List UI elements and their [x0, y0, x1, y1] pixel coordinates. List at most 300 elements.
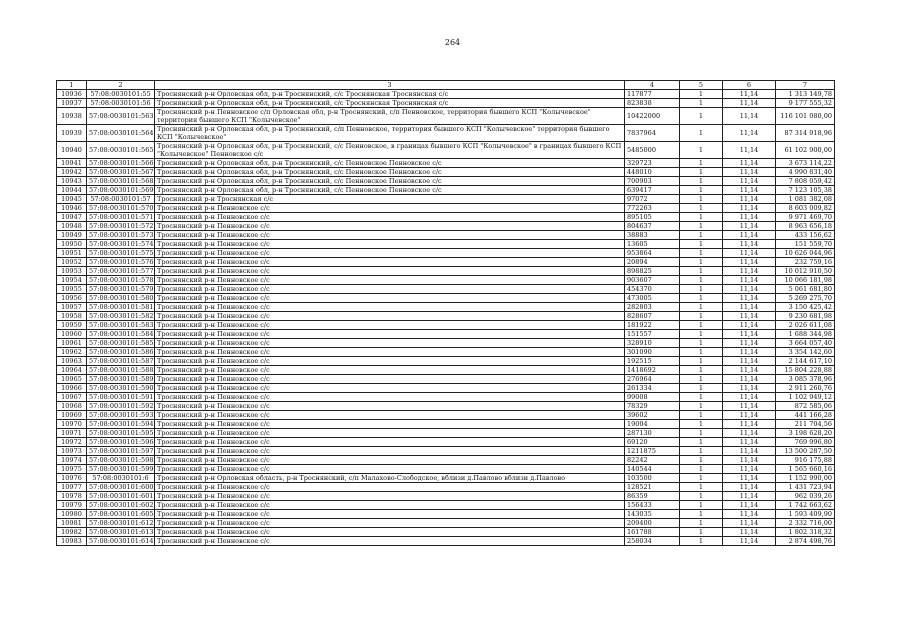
specific-value: 11,14 — [723, 456, 776, 465]
count-value: 1 — [680, 474, 723, 483]
table-row — [57, 99, 835, 108]
cadastral-number: 57:08:0030101:581 — [87, 303, 155, 312]
count-value: 1 — [680, 456, 723, 465]
area-value: 97072 — [625, 195, 680, 204]
location-address: Троснянский р-н Пенновское с/с — [155, 303, 625, 312]
specific-value: 11,14 — [723, 195, 776, 204]
location-address: Троснянский р-н Пенновское с/с — [155, 420, 625, 429]
specific-value: 11,14 — [723, 168, 776, 177]
specific-value: 11,14 — [723, 402, 776, 411]
count-value: 1 — [680, 285, 723, 294]
area-value: 117877 — [625, 90, 680, 99]
table-row — [57, 90, 835, 99]
location-address: Троснянский р-н Пенновское с/с — [155, 321, 625, 330]
count-value: 1 — [680, 258, 723, 267]
location-address: Троснянский р-н Пенновское с/с — [155, 294, 625, 303]
table-row — [57, 285, 835, 294]
cadastral-value: 2 911 260,76 — [776, 384, 835, 393]
specific-value: 11,14 — [723, 294, 776, 303]
area-value: 151557 — [625, 330, 680, 339]
location-address: Троснянский р-н Пенновское с/с — [155, 402, 625, 411]
cadastral-number: 57:08:0030101:612 — [87, 519, 155, 528]
row-number: 10941 — [57, 159, 87, 168]
area-value: 156433 — [625, 501, 680, 510]
count-value: 1 — [680, 465, 723, 474]
cadastral-value: 9 971 469,70 — [776, 213, 835, 222]
count-value: 1 — [680, 438, 723, 447]
table-row — [57, 303, 835, 312]
area-value: 20894 — [625, 258, 680, 267]
row-number: 10974 — [57, 456, 87, 465]
table-row — [57, 159, 835, 168]
count-value: 1 — [680, 204, 723, 213]
specific-value: 11,14 — [723, 492, 776, 501]
cadastral-number: 57:08:0030101:582 — [87, 312, 155, 321]
row-number: 10940 — [57, 142, 87, 159]
specific-value: 11,14 — [723, 528, 776, 537]
column-number: 1 — [57, 81, 87, 90]
specific-value: 11,14 — [723, 258, 776, 267]
location-address: Троснянский р-н Пенновское с/с — [155, 222, 625, 231]
location-address: Троснянский р-н Пенновское с/с — [155, 519, 625, 528]
area-value: 181922 — [625, 321, 680, 330]
specific-value: 11,14 — [723, 330, 776, 339]
count-value: 1 — [680, 420, 723, 429]
column-number: 6 — [723, 81, 776, 90]
specific-value: 11,14 — [723, 501, 776, 510]
cadastral-value: 433 156,62 — [776, 231, 835, 240]
table-row — [57, 108, 835, 125]
cadastral-number: 57:08:0030101:601 — [87, 492, 155, 501]
count-value: 1 — [680, 168, 723, 177]
table-row — [57, 258, 835, 267]
row-number: 10960 — [57, 330, 87, 339]
row-number: 10977 — [57, 483, 87, 492]
row-number: 10981 — [57, 519, 87, 528]
table-row — [57, 501, 835, 510]
row-number: 10958 — [57, 312, 87, 321]
location-address: Троснянский р-н Пенновское с/с — [155, 501, 625, 510]
cadastral-number: 57:08:0030101:594 — [87, 420, 155, 429]
location-address: Троснянский р-н Пенновское с/с — [155, 312, 625, 321]
cadastral-number: 57:08:0030101:576 — [87, 258, 155, 267]
row-number: 10942 — [57, 168, 87, 177]
area-value: 261334 — [625, 384, 680, 393]
cadastral-value: 1 593 409,90 — [776, 510, 835, 519]
location-address: Троснянский р-н Пенновское с/с — [155, 393, 625, 402]
row-number: 10955 — [57, 285, 87, 294]
cadastral-value: 2 332 716,00 — [776, 519, 835, 528]
table-row — [57, 168, 835, 177]
specific-value: 11,14 — [723, 348, 776, 357]
cadastral-value: 1 802 318,32 — [776, 528, 835, 537]
count-value: 1 — [680, 108, 723, 125]
cadastral-number: 57:08:0030101:575 — [87, 249, 155, 258]
count-value: 1 — [680, 231, 723, 240]
area-value: 903607 — [625, 276, 680, 285]
cadastral-number: 57:08:0030101:571 — [87, 213, 155, 222]
row-number: 10973 — [57, 447, 87, 456]
row-number: 10983 — [57, 537, 87, 546]
count-value: 1 — [680, 402, 723, 411]
table-row — [57, 125, 835, 142]
cadastral-value: 7 123 105,38 — [776, 186, 835, 195]
count-value: 1 — [680, 510, 723, 519]
table-row — [57, 321, 835, 330]
cadastral-value: 232 759,16 — [776, 258, 835, 267]
location-address: Троснянский р-н Пенновское с/с — [155, 456, 625, 465]
area-value: 276964 — [625, 375, 680, 384]
cadastral-value: 15 804 228,88 — [776, 366, 835, 375]
row-number: 10976 — [57, 474, 87, 483]
table-row — [57, 384, 835, 393]
count-value: 1 — [680, 303, 723, 312]
table-row — [57, 195, 835, 204]
cadastral-number: 57:08:0030101:579 — [87, 285, 155, 294]
table-row — [57, 510, 835, 519]
table-row — [57, 411, 835, 420]
cadastral-value: 8 963 656,18 — [776, 222, 835, 231]
cadastral-value: 2 874 498,76 — [776, 537, 835, 546]
specific-value: 11,14 — [723, 393, 776, 402]
location-address: Троснянский р-н Пенновское с/с — [155, 438, 625, 447]
row-number: 10950 — [57, 240, 87, 249]
cadastral-number: 57:08:0030101:598 — [87, 456, 155, 465]
page-number: 264 — [444, 38, 461, 47]
count-value: 1 — [680, 357, 723, 366]
location-address: Троснянский р-н Пенновское с/с — [155, 528, 625, 537]
count-value: 1 — [680, 186, 723, 195]
table-row — [57, 276, 835, 285]
location-address: Троснянский р-н Пенновское с/с — [155, 204, 625, 213]
cadastral-number: 57:08:0030101:584 — [87, 330, 155, 339]
count-value: 1 — [680, 240, 723, 249]
row-number: 10944 — [57, 186, 87, 195]
count-value: 1 — [680, 312, 723, 321]
cadastral-number: 57:08:0030101:614 — [87, 537, 155, 546]
cadastral-value: 1 565 660,16 — [776, 465, 835, 474]
table-row — [57, 240, 835, 249]
cadastral-value: 441 166,28 — [776, 411, 835, 420]
specific-value: 11,14 — [723, 159, 776, 168]
area-value: 328910 — [625, 339, 680, 348]
cadastral-number: 57:08:0030101:565 — [87, 142, 155, 159]
row-number: 10937 — [57, 99, 87, 108]
location-address: Троснянский р-н Пенновское с/с — [155, 249, 625, 258]
count-value: 1 — [680, 519, 723, 528]
count-value: 1 — [680, 222, 723, 231]
row-number: 10979 — [57, 501, 87, 510]
cadastral-number: 57:08:0030101:593 — [87, 411, 155, 420]
table-row — [57, 186, 835, 195]
row-number: 10954 — [57, 276, 87, 285]
location-address: Троснянский р-н Пенновское с/с — [155, 357, 625, 366]
cadastral-number: 57:08:0030101:567 — [87, 168, 155, 177]
specific-value: 11,14 — [723, 429, 776, 438]
area-value: 329723 — [625, 159, 680, 168]
area-value: 128521 — [625, 483, 680, 492]
area-value: 1418692 — [625, 366, 680, 375]
row-number: 10964 — [57, 366, 87, 375]
cadastral-value: 13 500 287,50 — [776, 447, 835, 456]
specific-value: 11,14 — [723, 510, 776, 519]
table-row — [57, 267, 835, 276]
table-row — [57, 357, 835, 366]
cadastral-number: 57:08:0030101:605 — [87, 510, 155, 519]
area-value: 69120 — [625, 438, 680, 447]
cadastral-value: 9 177 555,32 — [776, 99, 835, 108]
specific-value: 11,14 — [723, 366, 776, 375]
specific-value: 11,14 — [723, 186, 776, 195]
cadastral-number: 57:08:0030101:6 — [87, 474, 155, 483]
row-number: 10971 — [57, 429, 87, 438]
area-value: 209400 — [625, 519, 680, 528]
area-value: 99008 — [625, 393, 680, 402]
cadastral-number: 57:08:0030101:570 — [87, 204, 155, 213]
specific-value: 11,14 — [723, 420, 776, 429]
row-number: 10961 — [57, 339, 87, 348]
count-value: 1 — [680, 159, 723, 168]
specific-value: 11,14 — [723, 90, 776, 99]
location-address: Троснянский р-н Пенновское с/с — [155, 492, 625, 501]
table-row — [57, 492, 835, 501]
column-number: 3 — [155, 81, 625, 90]
cadastral-number: 57:08:0030101:595 — [87, 429, 155, 438]
area-value: 78329 — [625, 402, 680, 411]
cadastral-number: 57:08:0030101:600 — [87, 483, 155, 492]
cadastral-value: 2 144 617,10 — [776, 357, 835, 366]
area-value: 895105 — [625, 213, 680, 222]
row-number: 10980 — [57, 510, 87, 519]
area-value: 39602 — [625, 411, 680, 420]
specific-value: 11,14 — [723, 303, 776, 312]
specific-value: 11,14 — [723, 285, 776, 294]
area-value: 823838 — [625, 99, 680, 108]
location-address: Троснянский р-н Пенновское с/с — [155, 267, 625, 276]
count-value: 1 — [680, 411, 723, 420]
location-address: Троснянский р-н Троснянская с/с — [155, 195, 625, 204]
cadastral-number: 57:08:0030101:588 — [87, 366, 155, 375]
count-value: 1 — [680, 321, 723, 330]
specific-value: 11,14 — [723, 384, 776, 393]
cadastral-number: 57:08:0030101:55 — [87, 90, 155, 99]
area-value: 473005 — [625, 294, 680, 303]
cadastral-value: 1 081 382,08 — [776, 195, 835, 204]
area-value: 301090 — [625, 348, 680, 357]
count-value: 1 — [680, 142, 723, 159]
cadastral-value: 87 314 918,96 — [776, 125, 835, 142]
row-number: 10939 — [57, 125, 87, 142]
count-value: 1 — [680, 537, 723, 546]
count-value: 1 — [680, 125, 723, 142]
count-value: 1 — [680, 492, 723, 501]
specific-value: 11,14 — [723, 222, 776, 231]
cadastral-number: 57:08:0030101:57 — [87, 195, 155, 204]
row-number: 10963 — [57, 357, 87, 366]
row-number: 10956 — [57, 294, 87, 303]
location-address: Троснянский р-н Пенновское с/с — [155, 411, 625, 420]
table-row — [57, 142, 835, 159]
table-row — [57, 348, 835, 357]
cadastral-number: 57:08:0030101:564 — [87, 125, 155, 142]
cadastral-number: 57:08:0030101:566 — [87, 159, 155, 168]
area-value: 448010 — [625, 168, 680, 177]
specific-value: 11,14 — [723, 204, 776, 213]
cadastral-value: 1 313 149,78 — [776, 90, 835, 99]
table-row — [57, 438, 835, 447]
count-value: 1 — [680, 348, 723, 357]
cadastral-number: 57:08:0030101:597 — [87, 447, 155, 456]
table-row — [57, 231, 835, 240]
cadastral-value: 2 026 611,08 — [776, 321, 835, 330]
count-value: 1 — [680, 429, 723, 438]
table-row — [57, 393, 835, 402]
cadastral-number: 57:08:0030101:596 — [87, 438, 155, 447]
cadastral-value: 5 061 681,80 — [776, 285, 835, 294]
specific-value: 11,14 — [723, 99, 776, 108]
cadastral-value: 1 431 723,94 — [776, 483, 835, 492]
table-row — [57, 456, 835, 465]
row-number: 10936 — [57, 90, 87, 99]
count-value: 1 — [680, 330, 723, 339]
cadastral-value: 3 085 378,96 — [776, 375, 835, 384]
table-row — [57, 402, 835, 411]
cadastral-number: 57:08:0030101:580 — [87, 294, 155, 303]
location-address: Троснянский р-н Пенновское с/с — [155, 537, 625, 546]
location-address: Троснянский р-н Пенновское с/с — [155, 231, 625, 240]
row-number: 10975 — [57, 465, 87, 474]
location-address: Троснянский р-н Пенновское с/с — [155, 429, 625, 438]
column-number: 4 — [625, 81, 680, 90]
table-row — [57, 339, 835, 348]
cadastral-number: 57:08:0030101:563 — [87, 108, 155, 125]
cadastral-number: 57:08:0030101:574 — [87, 240, 155, 249]
area-value: 10422000 — [625, 108, 680, 125]
area-value: 19004 — [625, 420, 680, 429]
table-row — [57, 420, 835, 429]
cadastral-value: 151 559,70 — [776, 240, 835, 249]
location-address: Троснянский р-н Пенновское с/с — [155, 384, 625, 393]
count-value: 1 — [680, 366, 723, 375]
cadastral-number: 57:08:0030101:585 — [87, 339, 155, 348]
area-value: 143035 — [625, 510, 680, 519]
specific-value: 11,14 — [723, 483, 776, 492]
table-row — [57, 528, 835, 537]
cadastral-value-table — [56, 80, 835, 546]
location-address: Троснянский р-н Орловская обл, р-н Троснянский, с/с Пенновское Пенновское с/с — [155, 177, 625, 186]
area-value: 86359 — [625, 492, 680, 501]
location-address: Троснянский р-н Пенновское с/с — [155, 285, 625, 294]
column-number: 5 — [680, 81, 723, 90]
row-number: 10947 — [57, 213, 87, 222]
table-row — [57, 483, 835, 492]
location-address: Троснянский р-н Пенновское с/с — [155, 348, 625, 357]
cadastral-value: 61 102 900,00 — [776, 142, 835, 159]
row-number: 10972 — [57, 438, 87, 447]
count-value: 1 — [680, 501, 723, 510]
area-value: 161788 — [625, 528, 680, 537]
row-number: 10965 — [57, 375, 87, 384]
area-value: 140544 — [625, 465, 680, 474]
specific-value: 11,14 — [723, 125, 776, 142]
column-number: 2 — [87, 81, 155, 90]
area-value: 1211875 — [625, 447, 680, 456]
location-address: Троснянский р-н Орловская область, р-н Троснянский, с/п Малахово-Слободское, вблизи д.Павлово вблизи д.Павлово — [155, 474, 625, 483]
cadastral-value: 10 626 044,96 — [776, 249, 835, 258]
cadastral-number: 57:08:0030101:602 — [87, 501, 155, 510]
cadastral-value: 1 742 663,62 — [776, 501, 835, 510]
column-number: 7 — [776, 81, 835, 90]
cadastral-number: 57:08:0030101:591 — [87, 393, 155, 402]
cadastral-value: 8 603 009,82 — [776, 204, 835, 213]
area-value: 898825 — [625, 267, 680, 276]
cadastral-number: 57:08:0030101:583 — [87, 321, 155, 330]
specific-value: 11,14 — [723, 519, 776, 528]
cadastral-value: 4 990 831,40 — [776, 168, 835, 177]
specific-value: 11,14 — [723, 276, 776, 285]
table-row — [57, 447, 835, 456]
location-address: Троснянский р-н Орловская обл, р-н Троснянский, с/с Пенновское Пенновское с/с — [155, 168, 625, 177]
row-number: 10938 — [57, 108, 87, 125]
row-number: 10951 — [57, 249, 87, 258]
location-address: Троснянский р-н Пенновское с/с — [155, 465, 625, 474]
specific-value: 11,14 — [723, 213, 776, 222]
area-value: 639417 — [625, 186, 680, 195]
cadastral-value: 5 269 275,70 — [776, 294, 835, 303]
column-number-row — [57, 81, 835, 90]
specific-value: 11,14 — [723, 231, 776, 240]
row-number: 10957 — [57, 303, 87, 312]
area-value: 258034 — [625, 537, 680, 546]
cadastral-number: 57:08:0030101:592 — [87, 402, 155, 411]
cadastral-value: 3 150 425,42 — [776, 303, 835, 312]
location-address: Троснянский р-н Пенновское с/с — [155, 375, 625, 384]
specific-value: 11,14 — [723, 339, 776, 348]
count-value: 1 — [680, 384, 723, 393]
location-address: Троснянский р-н Пенновское с/с — [155, 276, 625, 285]
cadastral-value: 769 996,80 — [776, 438, 835, 447]
cadastral-value: 10 012 910,50 — [776, 267, 835, 276]
row-number: 10968 — [57, 402, 87, 411]
area-value: 282803 — [625, 303, 680, 312]
cadastral-number: 57:08:0030101:56 — [87, 99, 155, 108]
count-value: 1 — [680, 294, 723, 303]
cadastral-number: 57:08:0030101:590 — [87, 384, 155, 393]
specific-value: 11,14 — [723, 312, 776, 321]
cadastral-value: 211 704,56 — [776, 420, 835, 429]
table-row — [57, 429, 835, 438]
specific-value: 11,14 — [723, 537, 776, 546]
count-value: 1 — [680, 99, 723, 108]
row-number: 10952 — [57, 258, 87, 267]
area-value: 192515 — [625, 357, 680, 366]
specific-value: 11,14 — [723, 465, 776, 474]
cadastral-number: 57:08:0030101:586 — [87, 348, 155, 357]
cadastral-value: 10 066 181,98 — [776, 276, 835, 285]
table-row — [57, 375, 835, 384]
area-value: 38883 — [625, 231, 680, 240]
cadastral-value: 1 688 344,98 — [776, 330, 835, 339]
specific-value: 11,14 — [723, 249, 776, 258]
cadastral-value: 3 664 057,40 — [776, 339, 835, 348]
cadastral-number: 57:08:0030101:569 — [87, 186, 155, 195]
cadastral-value: 116 101 080,00 — [776, 108, 835, 125]
location-address: Троснянский р-н Пенновское с/с — [155, 213, 625, 222]
count-value: 1 — [680, 339, 723, 348]
location-address: Троснянский р-н Пенновское с/с — [155, 330, 625, 339]
specific-value: 11,14 — [723, 108, 776, 125]
location-address: Троснянский р-н Пенновское с/с — [155, 339, 625, 348]
